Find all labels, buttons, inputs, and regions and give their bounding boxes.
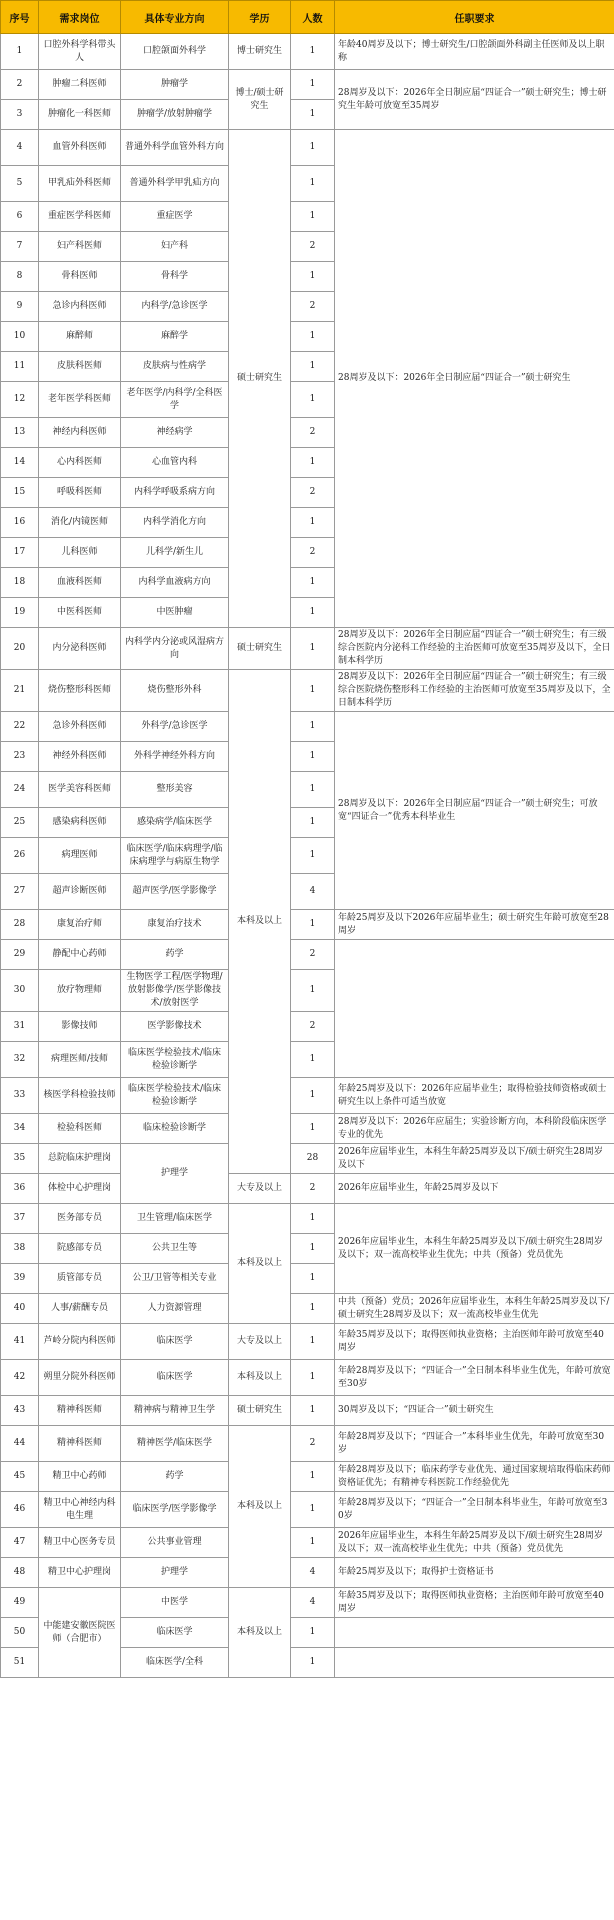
headcount-cell: 1 (291, 1396, 335, 1426)
row-number-cell: 47 (1, 1528, 39, 1558)
headcount-cell: 2 (291, 940, 335, 970)
requirements-cell: 28周岁及以下：2026年全日制应届“四证合一”硕士研究生；有三级综合医院烧伤整形科工作经验的主治医师可放宽至35周岁及以下，全日制本科学历 (335, 670, 614, 712)
major-cell: 康复治疗技术 (121, 910, 229, 940)
position-cell: 内分泌科医师 (39, 628, 121, 670)
position-cell: 肿瘤化一科医师 (39, 100, 121, 130)
row-number-cell: 39 (1, 1264, 39, 1294)
row-number-cell: 25 (1, 808, 39, 838)
requirements-cell: 2026年应届毕业生，本科生年龄25周岁及以下/硕士研究生28周岁及以下 (335, 1144, 614, 1174)
headcount-cell: 1 (291, 262, 335, 292)
headcount-cell: 1 (291, 70, 335, 100)
position-cell: 精卫中心护理岗 (39, 1558, 121, 1588)
position-cell: 中能建安徽医院医师（合肥市） (39, 1588, 121, 1678)
header-count: 人数 (291, 1, 335, 34)
headcount-cell: 1 (291, 772, 335, 808)
headcount-cell: 2 (291, 1012, 335, 1042)
headcount-cell: 1 (291, 568, 335, 598)
requirements-cell: 年龄28周岁及以下；“四证合一”全日制本科毕业生优先，年龄可放宽至30岁 (335, 1360, 614, 1396)
headcount-cell: 2 (291, 292, 335, 322)
row-number-cell: 30 (1, 970, 39, 1012)
row-number-cell: 20 (1, 628, 39, 670)
requirements-cell: 年龄25周岁及以下2026年应届毕业生；硕士研究生年龄可放宽至28周岁 (335, 910, 614, 940)
major-cell: 烧伤整形外科 (121, 670, 229, 712)
table-row (1, 910, 614, 940)
education-cell: 本科及以上 (229, 1426, 291, 1588)
headcount-cell: 2 (291, 1174, 335, 1204)
headcount-cell: 1 (291, 1618, 335, 1648)
row-number-cell: 11 (1, 352, 39, 382)
education-cell: 本科及以上 (229, 670, 291, 1174)
row-number-cell: 15 (1, 478, 39, 508)
requirements-cell: 30周岁及以下；“四证合一”硕士研究生 (335, 1396, 614, 1426)
headcount-cell: 1 (291, 508, 335, 538)
major-cell: 皮肤病与性病学 (121, 352, 229, 382)
row-number-cell: 46 (1, 1492, 39, 1528)
headcount-cell: 2 (291, 232, 335, 262)
education-cell: 硕士研究生 (229, 130, 291, 628)
table-row (1, 130, 614, 166)
position-cell: 精卫中心神经内科电生理 (39, 1492, 121, 1528)
position-cell: 消化/内镜医师 (39, 508, 121, 538)
position-cell: 感染病科医师 (39, 808, 121, 838)
major-cell: 公共卫生等 (121, 1234, 229, 1264)
education-cell: 本科及以上 (229, 1204, 291, 1324)
major-cell: 临床检验诊断学 (121, 1114, 229, 1144)
headcount-cell: 1 (291, 382, 335, 418)
major-cell: 内科学内分泌或风湿病方向 (121, 628, 229, 670)
position-cell: 院感部专员 (39, 1234, 121, 1264)
row-number-cell: 27 (1, 874, 39, 910)
major-cell: 老年医学/内科学/全科医学 (121, 382, 229, 418)
headcount-cell: 1 (291, 100, 335, 130)
table-row (1, 628, 614, 670)
requirements-cell: 2026年应届毕业生，本科生年龄25周岁及以下/硕士研究生28周岁及以下；双一流高校毕业生优先；中共（预备）党员优先 (335, 1528, 614, 1558)
requirements-cell: 中共（预备）党员；2026年应届毕业生，本科生年龄25周岁及以下/硕士研究生28周岁及以下；双一流高校毕业生优先 (335, 1294, 614, 1324)
row-number-cell: 7 (1, 232, 39, 262)
headcount-cell: 1 (291, 1204, 335, 1234)
requirements-cell: 年龄28周岁及以下；临床药学专业优先、通过国家规培取得临床药师资格证优先；有精神专科医院工作经验优先 (335, 1462, 614, 1492)
row-number-cell: 38 (1, 1234, 39, 1264)
header-no: 序号 (1, 1, 39, 34)
position-cell: 医学美容科医师 (39, 772, 121, 808)
table-row (1, 34, 614, 70)
headcount-cell: 4 (291, 874, 335, 910)
position-cell: 肿瘤二科医师 (39, 70, 121, 100)
row-number-cell: 1 (1, 34, 39, 70)
row-number-cell: 4 (1, 130, 39, 166)
education-cell: 博士/硕士研究生 (229, 70, 291, 130)
position-cell: 人事/薪酬专员 (39, 1294, 121, 1324)
major-cell: 医学影像技术 (121, 1012, 229, 1042)
major-cell: 麻醉学 (121, 322, 229, 352)
headcount-cell: 1 (291, 34, 335, 70)
position-cell: 甲乳疝外科医师 (39, 166, 121, 202)
row-number-cell: 31 (1, 1012, 39, 1042)
row-number-cell: 28 (1, 910, 39, 940)
position-cell: 总院临床护理岗 (39, 1144, 121, 1174)
major-cell: 临床医学 (121, 1324, 229, 1360)
headcount-cell: 1 (291, 970, 335, 1012)
headcount-cell: 2 (291, 538, 335, 568)
row-number-cell: 8 (1, 262, 39, 292)
position-cell: 儿科医师 (39, 538, 121, 568)
header-row (1, 1, 614, 34)
table-row (1, 1462, 614, 1492)
table-row (1, 1114, 614, 1144)
table-row (1, 1174, 614, 1204)
row-number-cell: 34 (1, 1114, 39, 1144)
table-row (1, 712, 614, 742)
major-cell: 心血管内科 (121, 448, 229, 478)
row-number-cell: 49 (1, 1588, 39, 1618)
headcount-cell: 2 (291, 478, 335, 508)
position-cell: 急诊内科医师 (39, 292, 121, 322)
education-cell: 大专及以上 (229, 1324, 291, 1360)
position-cell: 骨科医师 (39, 262, 121, 292)
row-number-cell: 24 (1, 772, 39, 808)
headcount-cell: 1 (291, 1528, 335, 1558)
position-cell: 质管部专员 (39, 1264, 121, 1294)
position-cell: 皮肤科医师 (39, 352, 121, 382)
table-row (1, 670, 614, 712)
header-post: 需求岗位 (39, 1, 121, 34)
position-cell: 体检中心护理岗 (39, 1174, 121, 1204)
major-cell: 临床医学/全科 (121, 1648, 229, 1678)
headcount-cell: 1 (291, 598, 335, 628)
row-number-cell: 50 (1, 1618, 39, 1648)
major-cell: 卫生管理/临床医学 (121, 1204, 229, 1234)
row-number-cell: 45 (1, 1462, 39, 1492)
headcount-cell: 1 (291, 742, 335, 772)
requirements-cell (335, 940, 614, 1078)
headcount-cell: 1 (291, 1324, 335, 1360)
headcount-cell: 1 (291, 1114, 335, 1144)
major-cell: 精神医学/临床医学 (121, 1426, 229, 1462)
education-cell: 硕士研究生 (229, 1396, 291, 1426)
table-row (1, 940, 614, 970)
major-cell: 临床医学/临床病理学/临床病理学与病原生物学 (121, 838, 229, 874)
headcount-cell: 1 (291, 1078, 335, 1114)
headcount-cell: 4 (291, 1558, 335, 1588)
position-cell: 医务部专员 (39, 1204, 121, 1234)
major-cell: 精神病与精神卫生学 (121, 1396, 229, 1426)
headcount-cell: 1 (291, 628, 335, 670)
headcount-cell: 1 (291, 352, 335, 382)
position-cell: 核医学科检验技师 (39, 1078, 121, 1114)
major-cell: 肿瘤学/放射肿瘤学 (121, 100, 229, 130)
table-row (1, 1558, 614, 1588)
position-cell: 烧伤整形科医师 (39, 670, 121, 712)
requirements-cell: 28周岁及以下：2026年应届生；实验诊断方向，本科阶段临床医学专业的优先 (335, 1114, 614, 1144)
requirements-cell: 28周岁及以下：2026年全日制应届“四证合一”硕士研究生；有三级综合医院内分泌科工作经验的主治医师可放宽至35周岁及以下，全日制本科学历 (335, 628, 614, 670)
major-cell: 生物医学工程/医学物理/放射影像学/医学影像技术/放射医学 (121, 970, 229, 1012)
position-cell: 精卫中心药师 (39, 1462, 121, 1492)
row-number-cell: 2 (1, 70, 39, 100)
major-cell: 儿科学/新生儿 (121, 538, 229, 568)
requirements-cell (335, 1648, 614, 1678)
requirements-cell: 2026年应届毕业生，年龄25周岁及以下 (335, 1174, 614, 1204)
row-number-cell: 29 (1, 940, 39, 970)
position-cell: 精神科医师 (39, 1396, 121, 1426)
row-number-cell: 16 (1, 508, 39, 538)
position-cell: 康复治疗师 (39, 910, 121, 940)
headcount-cell: 1 (291, 166, 335, 202)
row-number-cell: 6 (1, 202, 39, 232)
position-cell: 呼吸科医师 (39, 478, 121, 508)
major-cell: 人力资源管理 (121, 1294, 229, 1324)
requirements-cell (335, 1618, 614, 1648)
position-cell: 心内科医师 (39, 448, 121, 478)
table-row (1, 1360, 614, 1396)
row-number-cell: 21 (1, 670, 39, 712)
headcount-cell: 1 (291, 1294, 335, 1324)
row-number-cell: 13 (1, 418, 39, 448)
row-number-cell: 40 (1, 1294, 39, 1324)
table-row (1, 1144, 614, 1174)
major-cell: 内科学血液病方向 (121, 568, 229, 598)
position-cell: 病理医师 (39, 838, 121, 874)
headcount-cell: 1 (291, 448, 335, 478)
position-cell: 放疗物理师 (39, 970, 121, 1012)
position-cell: 急诊外科医师 (39, 712, 121, 742)
table-body (1, 34, 614, 1678)
headcount-cell: 1 (291, 808, 335, 838)
headcount-cell: 1 (291, 1042, 335, 1078)
row-number-cell: 3 (1, 100, 39, 130)
table-row (1, 1204, 614, 1234)
row-number-cell: 19 (1, 598, 39, 628)
row-number-cell: 26 (1, 838, 39, 874)
major-cell: 感染病学/临床医学 (121, 808, 229, 838)
row-number-cell: 9 (1, 292, 39, 322)
major-cell: 临床医学 (121, 1360, 229, 1396)
major-cell: 临床医学/医学影像学 (121, 1492, 229, 1528)
major-cell: 神经病学 (121, 418, 229, 448)
table-row (1, 1294, 614, 1324)
headcount-cell: 1 (291, 670, 335, 712)
row-number-cell: 12 (1, 382, 39, 418)
requirements-cell: 2026年应届毕业生，本科生年龄25周岁及以下/硕士研究生28周岁及以下；双一流高校毕业生优先；中共（预备）党员优先 (335, 1204, 614, 1294)
table-row (1, 1396, 614, 1426)
header-education: 学历 (229, 1, 291, 34)
headcount-cell: 1 (291, 1492, 335, 1528)
major-cell: 普通外科学血管外科方向 (121, 130, 229, 166)
table-row (1, 1324, 614, 1360)
major-cell: 临床医学检验技术/临床检验诊断学 (121, 1078, 229, 1114)
table-row (1, 1528, 614, 1558)
major-cell: 临床医学检验技术/临床检验诊断学 (121, 1042, 229, 1078)
header-major: 具体专业方向 (121, 1, 229, 34)
major-cell: 临床医学 (121, 1618, 229, 1648)
major-cell: 重症医学 (121, 202, 229, 232)
table-row (1, 70, 614, 100)
row-number-cell: 41 (1, 1324, 39, 1360)
row-number-cell: 17 (1, 538, 39, 568)
headcount-cell: 1 (291, 1234, 335, 1264)
position-cell: 血液科医师 (39, 568, 121, 598)
row-number-cell: 18 (1, 568, 39, 598)
requirements-cell: 年龄28周岁及以下；“四证合一”全日制本科毕业生，年龄可放宽至30岁 (335, 1492, 614, 1528)
major-cell: 外科学/急诊医学 (121, 712, 229, 742)
education-cell: 硕士研究生 (229, 628, 291, 670)
position-cell: 精神科医师 (39, 1426, 121, 1462)
table-row (1, 1492, 614, 1528)
major-cell: 公卫/卫管等相关专业 (121, 1264, 229, 1294)
row-number-cell: 22 (1, 712, 39, 742)
major-cell: 内科学呼吸系病方向 (121, 478, 229, 508)
table-row (1, 1426, 614, 1462)
education-cell: 本科及以上 (229, 1588, 291, 1678)
requirements-cell: 28周岁及以下：2026年全日制应届“四证合一”硕士研究生；博士研究生年龄可放宽至35周岁 (335, 70, 614, 130)
major-cell: 肿瘤学 (121, 70, 229, 100)
education-cell: 大专及以上 (229, 1174, 291, 1204)
row-number-cell: 36 (1, 1174, 39, 1204)
major-cell: 普通外科学甲乳疝方向 (121, 166, 229, 202)
row-number-cell: 48 (1, 1558, 39, 1588)
table-row (1, 1078, 614, 1114)
major-cell: 内科学消化方向 (121, 508, 229, 538)
major-cell: 公共事业管理 (121, 1528, 229, 1558)
position-cell: 朔里分院外科医师 (39, 1360, 121, 1396)
position-cell: 中医科医师 (39, 598, 121, 628)
headcount-cell: 1 (291, 838, 335, 874)
row-number-cell: 37 (1, 1204, 39, 1234)
position-cell: 血管外科医师 (39, 130, 121, 166)
position-cell: 神经内科医师 (39, 418, 121, 448)
table-row (1, 1588, 614, 1618)
major-cell: 口腔颌面外科学 (121, 34, 229, 70)
major-cell: 整形美容 (121, 772, 229, 808)
headcount-cell: 1 (291, 1264, 335, 1294)
row-number-cell: 35 (1, 1144, 39, 1174)
major-cell: 护理学 (121, 1144, 229, 1204)
position-cell: 妇产科医师 (39, 232, 121, 262)
major-cell: 内科学/急诊医学 (121, 292, 229, 322)
header-requirements: 任职要求 (335, 1, 614, 34)
major-cell: 药学 (121, 1462, 229, 1492)
position-cell: 影像技师 (39, 1012, 121, 1042)
row-number-cell: 32 (1, 1042, 39, 1078)
education-cell: 本科及以上 (229, 1360, 291, 1396)
position-cell: 重症医学科医师 (39, 202, 121, 232)
requirements-cell: 年龄25周岁及以下：2026年应届毕业生；取得检验技师资格或硕士研究生以上条件可适当放宽 (335, 1078, 614, 1114)
position-cell: 检验科医师 (39, 1114, 121, 1144)
headcount-cell: 2 (291, 1426, 335, 1462)
major-cell: 护理学 (121, 1558, 229, 1588)
row-number-cell: 42 (1, 1360, 39, 1396)
headcount-cell: 1 (291, 202, 335, 232)
headcount-cell: 1 (291, 322, 335, 352)
row-number-cell: 10 (1, 322, 39, 352)
row-number-cell: 43 (1, 1396, 39, 1426)
position-cell: 神经外科医师 (39, 742, 121, 772)
row-number-cell: 23 (1, 742, 39, 772)
major-cell: 外科学神经外科方向 (121, 742, 229, 772)
major-cell: 超声医学/医学影像学 (121, 874, 229, 910)
major-cell: 骨科学 (121, 262, 229, 292)
requirements-cell: 年龄25周岁及以下；取得护士资格证书 (335, 1558, 614, 1588)
education-cell: 博士研究生 (229, 34, 291, 70)
requirements-cell: 28周岁及以下：2026年全日制应届“四证合一”硕士研究生；可放宽“四证合一”优秀本科毕业生 (335, 712, 614, 910)
row-number-cell: 33 (1, 1078, 39, 1114)
row-number-cell: 14 (1, 448, 39, 478)
position-cell: 病理医师/技师 (39, 1042, 121, 1078)
position-cell: 超声诊断医师 (39, 874, 121, 910)
position-cell: 麻醉师 (39, 322, 121, 352)
headcount-cell: 2 (291, 418, 335, 448)
major-cell: 妇产科 (121, 232, 229, 262)
position-cell: 静配中心药师 (39, 940, 121, 970)
major-cell: 中医肿瘤 (121, 598, 229, 628)
major-cell: 中医学 (121, 1588, 229, 1618)
position-cell: 精卫中心医务专员 (39, 1528, 121, 1558)
position-cell: 老年医学科医师 (39, 382, 121, 418)
row-number-cell: 5 (1, 166, 39, 202)
headcount-cell: 1 (291, 1462, 335, 1492)
headcount-cell: 1 (291, 1648, 335, 1678)
headcount-cell: 1 (291, 712, 335, 742)
requirements-cell: 年龄28周岁及以下；“四证合一”本科毕业生优先，年龄可放宽至30岁 (335, 1426, 614, 1462)
headcount-cell: 4 (291, 1588, 335, 1618)
requirements-cell: 年龄35周岁及以下；取得医师执业资格；主治医师年龄可放宽至40周岁 (335, 1588, 614, 1618)
position-cell: 口腔外科学科带头人 (39, 34, 121, 70)
headcount-cell: 1 (291, 1360, 335, 1396)
headcount-cell: 1 (291, 910, 335, 940)
major-cell: 药学 (121, 940, 229, 970)
position-cell: 芦岭分院内科医师 (39, 1324, 121, 1360)
requirements-cell: 年龄35周岁及以下；取得医师执业资格；主治医师年龄可放宽至40周岁 (335, 1324, 614, 1360)
row-number-cell: 51 (1, 1648, 39, 1678)
row-number-cell: 44 (1, 1426, 39, 1462)
headcount-cell: 28 (291, 1144, 335, 1174)
requirements-cell: 28周岁及以下：2026年全日制应届“四证合一”硕士研究生 (335, 130, 614, 628)
requirements-cell: 年龄40周岁及以下；博士研究生/口腔颌面外科副主任医师及以上职称 (335, 34, 614, 70)
headcount-cell: 1 (291, 130, 335, 166)
